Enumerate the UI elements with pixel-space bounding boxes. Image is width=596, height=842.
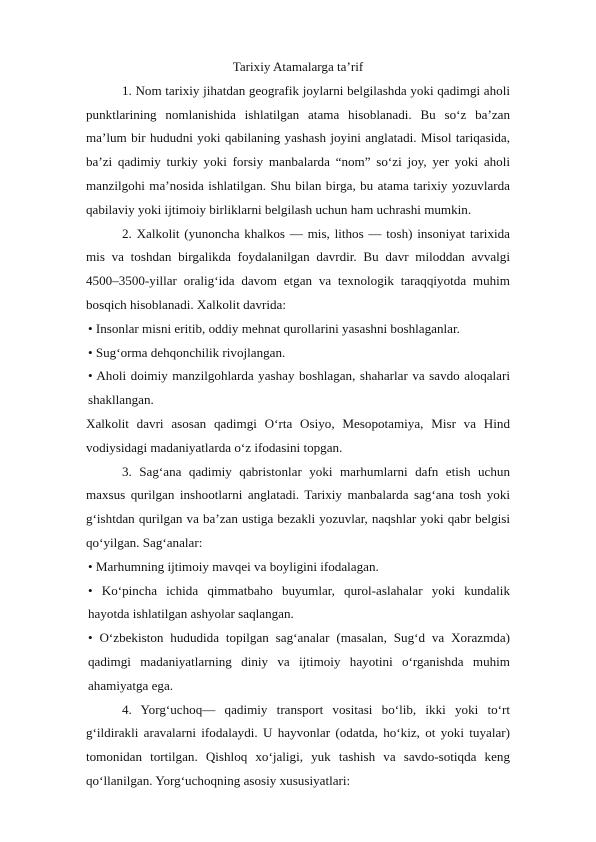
list-item: • Marhumning ijtimoiy mavqei va boyligini ifodalagan. [88, 558, 379, 574]
paragraph-xalkolit: 2. Xalkolit (yunoncha khalkos — mis, lithos — tosh) insoniyat tarixida mis va toshdan birgalikda foydalanilgan davrdir. Bu davr miloddan avvalgi 4500–3500-yillar oralig‘ida davom etgan va texnologik taraqqiyotda muhim bosqich hisoblanadi. Xalkolit davrida: [86, 225, 510, 312]
list-item: • Aholi doimiy manzilgohlarda yashay boshlagan, shaharlar va savdo aloqalari shakllangan. [88, 368, 510, 408]
list-item: • O‘zbekiston hududida topilgan sag‘analar (masalan, Sug‘d va Xorazmda) qadimgi madaniyatlarning diniy va ijtimoiy hayotini o‘rganishda muhim ahamiyatga ega. [88, 630, 510, 693]
paragraph-xalkolit-summary: Xalkolit davri asosan qadimgi O‘rta Osiyo, Mesopotamiya, Misr va Hind vodiysidagi madaniyatlarda o‘z ifodasini topgan. [86, 415, 510, 455]
list-item: • Insonlar misni eritib, oddiy mehnat qurollarini yasashni boshlaganlar. [88, 320, 460, 336]
document-title: Tarixiy Atamalarga ta’rif [232, 59, 364, 74]
document-page [86, 55, 510, 793]
list-item: • Ko‘pincha ichida qimmatbaho buyumlar, qurol-aslahalar yoki kundalik hayotda ishlatilgan ashyolar saqlangan. [88, 582, 510, 622]
list-item: • Sug‘orma dehqonchilik rivojlangan. [88, 344, 286, 360]
paragraph-sagana: 3. Sag‘ana qadimiy qabristonlar yoki marhumlarni dafn etish uchun maxsus qurilgan inshootlarni anglatadi. Tarixiy manbalarda sag‘ana tosh yoki g‘ishtdan qurilgan va ba’zan ustiga bezakli yozuvlar, naqshlar yoki qabr belgisi qo‘yilgan. Sag‘analar: [86, 463, 510, 550]
paragraph-nom: 1. Nom tarixiy jihatdan geografik joylarni belgilashda yoki qadimgi aholi punktlarining nomlanishida ishlatilgan atama hisoblanadi. Bu so‘z ba’zan ma’lum bir hududni yoki qabilaning yashash joyini anglatadi. Misol tariqasida, ba’zi qadimiy turkiy yoki forsiy manbalarda “nom” so‘zi joy, yer yoki aholi manzilgohi ma’nosida ishlatilgan. Shu bilan birga, bu atama tarixiy yozuvlarda qabilaviy yoki ijtimoiy birliklarni belgilash uchun ham uchrashi mumkin. [86, 82, 510, 217]
paragraph-yorguchoq: 4. Yorg‘uchoq— qadimiy transport vositasi bo‘lib, ikki yoki to‘rt g‘ildirakli aravalarni ifodalaydi. U hayvonlar (odatda, ho‘kiz, ot yoki tuyalar) tomonidan tortilgan. Qishloq xo‘jaligi, yuk tashish va savdo-sotiqda keng qo‘llanilgan. Yorg‘uchoqning asosiy xususiyatlari: [86, 701, 510, 788]
